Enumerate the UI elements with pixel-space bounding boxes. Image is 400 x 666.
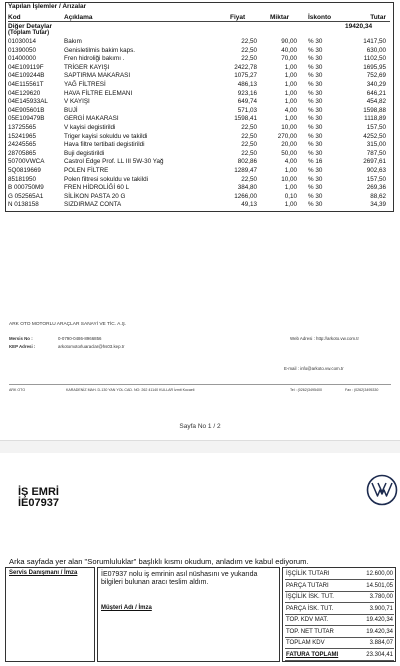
cell-fiyat: 1075,27: [234, 72, 257, 80]
cell-miktar: 1,00: [284, 63, 297, 71]
cell-tutar: 269,36: [366, 184, 386, 192]
totals-value: 3.780,00: [369, 594, 393, 600]
totals-row: [285, 582, 394, 592]
sub-title-detaylar: Diğer Detaylar: [8, 23, 53, 30]
cell-fiyat: 1598,41: [234, 115, 257, 123]
cell-fiyat: 923,16: [237, 89, 257, 97]
cell-aciklama: Triger kayisi sokuldu ve takildi: [64, 132, 148, 140]
totals-label: TOP. NET TUTAR: [286, 628, 334, 635]
cell-iskonto: % 30: [308, 124, 323, 131]
cell-fiyat: 649,74: [237, 98, 257, 106]
responsibility-notice: Arka sayfada yer alan "Sorumluluklar" başlıklı kısmı okudum, anladım ve kabul ediyorum.: [9, 557, 309, 566]
totals-value: 3.884,07: [369, 640, 393, 646]
table-row: [8, 64, 390, 71]
cell-kod: 01030014: [8, 38, 37, 45]
table-row: [8, 98, 390, 105]
cell-aciklama: POLEN FİLTRE: [64, 167, 109, 174]
table-row: [8, 90, 390, 97]
work-order-number: İE07937: [18, 497, 59, 509]
cell-aciklama: Fren hidroliği bakımı .: [64, 55, 125, 63]
cell-tutar: 902,63: [366, 167, 386, 174]
totals-label: İŞÇİLİK İSK. TUT.: [286, 594, 334, 600]
footer-address: KARADENİZ MAH. D-130 YAN YOL CAD. NO: 262 41140 KULLAR İzmit Kocaeli: [66, 388, 195, 392]
header-iskonto: İskonto: [308, 14, 332, 21]
cell-kod: 13725565: [8, 124, 37, 131]
cell-iskonto: % 30: [308, 38, 323, 45]
kep-label: KEP Adresi :: [9, 344, 36, 349]
cell-tutar: 1598,88: [363, 106, 386, 114]
table-row: [8, 38, 390, 45]
cell-kod: N 0138158: [8, 201, 39, 209]
cell-kod: 15241965: [8, 132, 37, 140]
cell-fiyat: 1266,00: [234, 192, 257, 200]
advisor-signature-box: [5, 567, 95, 662]
table-row: [8, 184, 390, 191]
table-row: [8, 72, 390, 79]
totals-row: [285, 605, 394, 615]
table-row: [8, 141, 390, 148]
cell-iskonto: % 30: [308, 201, 323, 209]
table-row: [8, 81, 390, 88]
cell-miktar: 1,00: [284, 81, 297, 88]
cell-aciklama: Bakım: [64, 38, 82, 45]
table-row: [8, 124, 390, 131]
cell-kod: 04E109244B: [8, 72, 45, 80]
totals-value: 23.304,41: [366, 651, 393, 658]
cell-miktar: 4,00: [284, 158, 297, 166]
customer-statement: İE07937 nolu iş emrinin asıl nüshasını ve yukarıda bilgileri bulunan aracı teslim aldım.: [101, 571, 258, 586]
totals-value: 3.900,71: [369, 605, 393, 612]
sub-title-toplam: (Toplam Tutar): [8, 30, 50, 36]
table-row: [8, 115, 390, 122]
totals-row: [285, 570, 394, 580]
cell-iskonto: % 30: [308, 55, 323, 63]
cell-iskonto: % 30: [308, 141, 323, 149]
customer-signature-box: [97, 567, 280, 662]
company-name: ARK OTO MOTORLU ARAÇLAR SANAYİ VE TİC. A.Ş.: [9, 322, 127, 327]
cell-kod: 04E905601B: [8, 106, 45, 114]
totals-label: TOPLAM KDV: [286, 640, 325, 646]
cell-iskonto: % 30: [308, 46, 323, 54]
totals-value: 19.420,34: [366, 617, 393, 623]
totals-row: [285, 593, 394, 603]
cell-fiyat: 22,50: [241, 55, 257, 63]
cell-miktar: 70,00: [281, 55, 297, 63]
header-fiyat: Fiyat: [230, 14, 246, 21]
cell-tutar: 1102,50: [363, 55, 386, 63]
cell-aciklama: BUJİ: [64, 106, 78, 114]
table-row: [8, 193, 390, 200]
cell-tutar: 2697,61: [363, 158, 386, 166]
table-row: [8, 133, 390, 140]
cell-tutar: 630,00: [366, 46, 386, 54]
cell-miktar: 1,00: [284, 98, 297, 106]
cell-fiyat: 22,50: [241, 149, 257, 157]
cell-iskonto: % 30: [308, 72, 323, 80]
cell-kod: 50700VWCA: [8, 158, 45, 166]
cell-kod: 01400000: [8, 55, 37, 63]
table-row: [8, 47, 390, 54]
cell-aciklama: Polen filtresi sokuldu ve takildi: [64, 175, 148, 183]
cell-kod: 05E109479B: [8, 115, 45, 123]
cell-kod: 5Q0819669: [8, 167, 41, 174]
cell-aciklama: SIZDIRMAZ CONTA: [64, 201, 122, 209]
cell-tutar: 787,50: [366, 149, 386, 157]
cell-fiyat: 22,50: [241, 46, 257, 54]
header-kod: Kod: [8, 14, 21, 21]
totals-label: FATURA TOPLAMI: [286, 651, 339, 658]
footer-tel: Tel : (0262)3495400: [290, 388, 322, 392]
mersis-label: Mersis No :: [9, 336, 33, 341]
cell-tutar: 752,69: [366, 72, 386, 80]
table-row: [8, 107, 390, 114]
cell-miktar: 20,00: [281, 141, 297, 149]
vw-logo-icon: [366, 474, 398, 506]
cell-iskonto: % 16: [308, 158, 323, 166]
cell-miktar: 1,00: [284, 201, 297, 209]
web-address: Web Adresi : http://arkoto.vw.com.tr: [290, 336, 359, 341]
table-row: [8, 201, 390, 208]
kep-value: arkotomotorluaraclar@hs03.kep.tr: [58, 344, 125, 349]
footer-fax: Fax : (0262)3495330: [345, 388, 379, 392]
cell-aciklama: Genisletilmis bakim kaps.: [64, 46, 136, 54]
cell-miktar: 10,00: [281, 175, 297, 183]
cell-tutar: 88,62: [370, 192, 386, 200]
totals-label: PARÇA İSK. TUT.: [286, 605, 334, 612]
cell-miktar: 1,00: [284, 72, 297, 80]
cell-fiyat: 22,50: [241, 141, 257, 149]
totals-label: PARÇA TUTARI: [286, 582, 329, 589]
cell-aciklama: SİLİKON PASTA 20 G: [64, 192, 126, 200]
grand-total-value: 19420,34: [345, 23, 373, 30]
cell-tutar: 34,39: [370, 201, 386, 209]
cell-iskonto: % 30: [308, 106, 323, 114]
header-tutar: Tutar: [370, 14, 386, 21]
section-title: Yapılan İşlemler / Arızalar: [8, 3, 87, 10]
work-order-title: [18, 487, 59, 509]
cell-aciklama: Hava filtre tertibati degistirildi: [64, 141, 145, 149]
cell-fiyat: 49,13: [241, 201, 257, 209]
cell-fiyat: 2422,78: [234, 63, 257, 71]
cell-miktar: 0,10: [284, 192, 297, 200]
cell-miktar: 40,00: [281, 46, 297, 54]
cell-tutar: 157,50: [366, 175, 386, 183]
totals-label: TOP. KDV MAT.: [286, 617, 329, 623]
table-row: [8, 176, 390, 183]
cell-aciklama: TRİGER KAYIŞI: [64, 63, 110, 71]
advisor-label: Servis Danışmanı / İmza: [9, 570, 78, 576]
cell-aciklama: YAĞ FİLTRESİ: [64, 81, 106, 88]
cell-kod: 04E115561T: [8, 81, 44, 88]
cell-iskonto: % 30: [308, 192, 323, 200]
cell-aciklama: GERGİ MAKARASI: [64, 115, 119, 123]
cell-tutar: 1695,95: [363, 63, 386, 71]
header-miktar: Miktar: [270, 14, 290, 21]
cell-aciklama: Buji degistirildi: [64, 149, 105, 157]
cell-tutar: 340,29: [366, 81, 386, 88]
cell-aciklama: V KAYIŞI: [64, 98, 90, 106]
cell-tutar: 4252,50: [363, 132, 386, 140]
cell-kod: 04E109119F: [8, 63, 44, 71]
cell-miktar: 1,00: [284, 184, 297, 192]
cell-kod: G 052565A1: [8, 192, 44, 200]
cell-miktar: 1,00: [284, 89, 297, 97]
cell-iskonto: % 30: [308, 98, 323, 106]
cell-kod: 24245565: [8, 141, 37, 149]
page-number: Sayfa No 1 / 2: [179, 423, 221, 430]
cell-aciklama: Castrol Edge Prof. LL III 5W-30 Yağ: [64, 158, 164, 166]
cell-kod: 01390050: [8, 46, 37, 54]
cell-fiyat: 1289,47: [234, 167, 257, 174]
cell-kod: 85181950: [8, 175, 37, 183]
cell-fiyat: 22,50: [241, 175, 257, 183]
cell-tutar: 646,21: [366, 89, 386, 97]
footer-divider: [9, 384, 391, 385]
cell-miktar: 90,00: [281, 38, 297, 45]
cell-iskonto: % 30: [308, 175, 323, 183]
cell-fiyat: 486,13: [237, 81, 257, 88]
totals-value: 19.420,34: [366, 628, 393, 635]
cell-aciklama: V kayisi degistirildi: [64, 124, 116, 131]
totals-value: 12.600,00: [366, 571, 393, 577]
cell-tutar: 315,00: [366, 141, 386, 149]
table-row: [8, 150, 390, 157]
customer-label: Müşteri Adı / İmza: [101, 605, 152, 611]
cell-fiyat: 22,50: [241, 38, 257, 45]
header-aciklama: Açıklama: [64, 14, 93, 21]
cell-miktar: 1,00: [284, 115, 297, 123]
cell-kod: 04E145933AL: [8, 98, 48, 106]
cell-fiyat: 22,50: [241, 124, 257, 131]
cell-kod: B 000750M9: [8, 184, 44, 192]
cell-tutar: 1417,50: [363, 38, 386, 45]
cell-iskonto: % 30: [308, 81, 323, 88]
cell-fiyat: 384,80: [237, 184, 257, 192]
cell-miktar: 1,00: [284, 167, 297, 174]
totals-label: İŞÇİLİK TUTARI: [286, 571, 330, 577]
page-separator: [0, 440, 400, 453]
totals-value: 14.501,05: [366, 582, 393, 589]
footer-short-name: ARK OTO: [9, 388, 26, 392]
cell-iskonto: % 30: [308, 63, 323, 71]
cell-miktar: 4,00: [284, 106, 297, 114]
totals-row: [285, 616, 394, 626]
totals-box: [282, 567, 396, 662]
mersis-value: 0-0790-0486-8966856: [58, 336, 102, 341]
cell-kod: 04E129620: [8, 89, 41, 97]
cell-iskonto: % 30: [308, 89, 323, 97]
totals-row: [285, 651, 394, 661]
cell-aciklama: FREN HİDROLİĞİ 60 L: [64, 184, 130, 192]
table-row: [8, 167, 390, 174]
cell-aciklama: HAVA FİLTRE ELEMANI: [64, 89, 133, 97]
table-row: [8, 158, 390, 165]
cell-tutar: 454,82: [366, 98, 386, 106]
cell-fiyat: 22,50: [241, 132, 257, 140]
cell-iskonto: % 30: [308, 184, 323, 192]
cell-iskonto: % 30: [308, 149, 323, 157]
cell-iskonto: % 30: [308, 167, 323, 174]
cell-kod: 28705865: [8, 149, 37, 157]
header-divider: [8, 21, 390, 22]
totals-row: [285, 639, 394, 649]
cell-miktar: 50,00: [281, 149, 297, 157]
cell-iskonto: % 30: [308, 132, 323, 140]
cell-iskonto: % 30: [308, 115, 323, 123]
email-address: E-mail : info@arkoto.vw.com.tr: [284, 366, 344, 371]
cell-fiyat: 571,03: [237, 106, 257, 114]
table-header: [8, 14, 390, 21]
cell-aciklama: SAPTIRMA MAKARASI: [64, 72, 131, 80]
cell-tutar: 157,50: [366, 124, 386, 131]
table-row: [8, 55, 390, 62]
cell-miktar: 10,00: [281, 124, 297, 131]
cell-tutar: 1118,89: [364, 115, 386, 123]
cell-miktar: 270,00: [277, 132, 297, 140]
totals-row: [285, 628, 394, 638]
work-order-title-line1: İŞ EMRİ: [18, 486, 59, 498]
cell-fiyat: 802,86: [237, 158, 257, 166]
